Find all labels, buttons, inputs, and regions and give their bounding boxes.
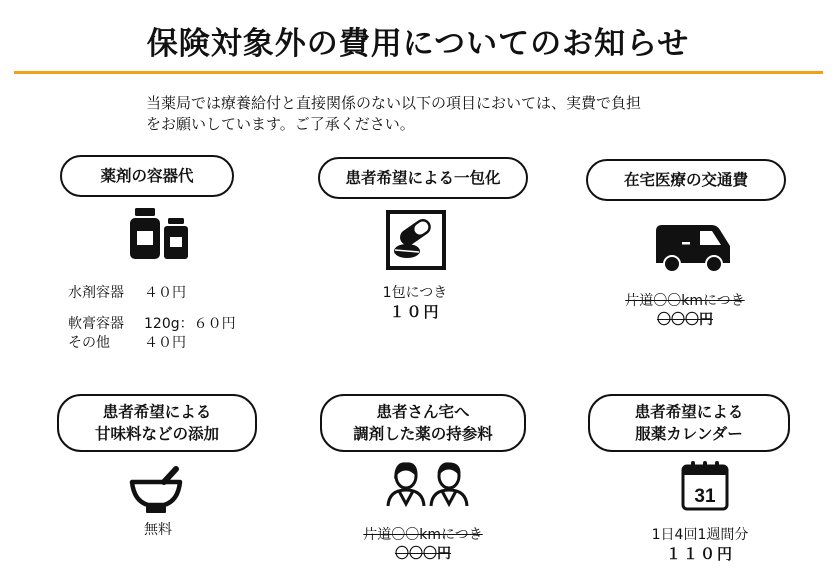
price-row: 水剤容器 ４０円	[68, 285, 186, 301]
medication-calendar-label: 患者希望による 服薬カレンダー	[588, 394, 790, 452]
one-dose-packaging-label: 患者希望による一包化	[318, 157, 528, 199]
home-delivery-label: 患者さん宅へ 調剤した薬の持参料	[320, 394, 526, 452]
home-delivery-price: 片道〇〇kmにつき 〇〇〇円	[363, 527, 483, 562]
one-dose-packaging-price: 1包につき １０円	[382, 285, 448, 321]
container-fee-list	[68, 284, 236, 353]
calendar-icon	[680, 458, 730, 512]
sweetener-label: 患者希望による 甘味料などの添加	[57, 394, 257, 452]
pill-package-icon	[385, 209, 447, 271]
medication-calendar-price: 1日4回1週間分 １１０円	[651, 527, 749, 563]
intro-text: 当薬局では療養給付と直接関係のない以下の項目においては、実費で負担 をお願いしています。ご了承ください。	[146, 94, 642, 133]
page-title: 保険対象外の費用についてのお知らせ	[146, 26, 690, 62]
title-underline	[14, 71, 823, 74]
pharmacists-icon	[385, 460, 471, 508]
sweetener-price: 無料	[144, 522, 172, 538]
svg-text:31: 31	[694, 486, 716, 507]
home-care-transport-label: 在宅医療の交通費	[586, 159, 786, 201]
medicine-bottles-icon	[127, 205, 195, 261]
container-fee-label: 薬剤の容器代	[60, 155, 234, 197]
price-row: 軟膏容器 120g：６０円	[68, 316, 236, 332]
home-care-transport-price: 片道〇〇kmにつき 〇〇〇円	[625, 293, 745, 328]
van-icon	[654, 221, 732, 273]
mortar-bowl-icon	[128, 466, 184, 516]
price-row: その他 ４０円	[68, 335, 186, 351]
